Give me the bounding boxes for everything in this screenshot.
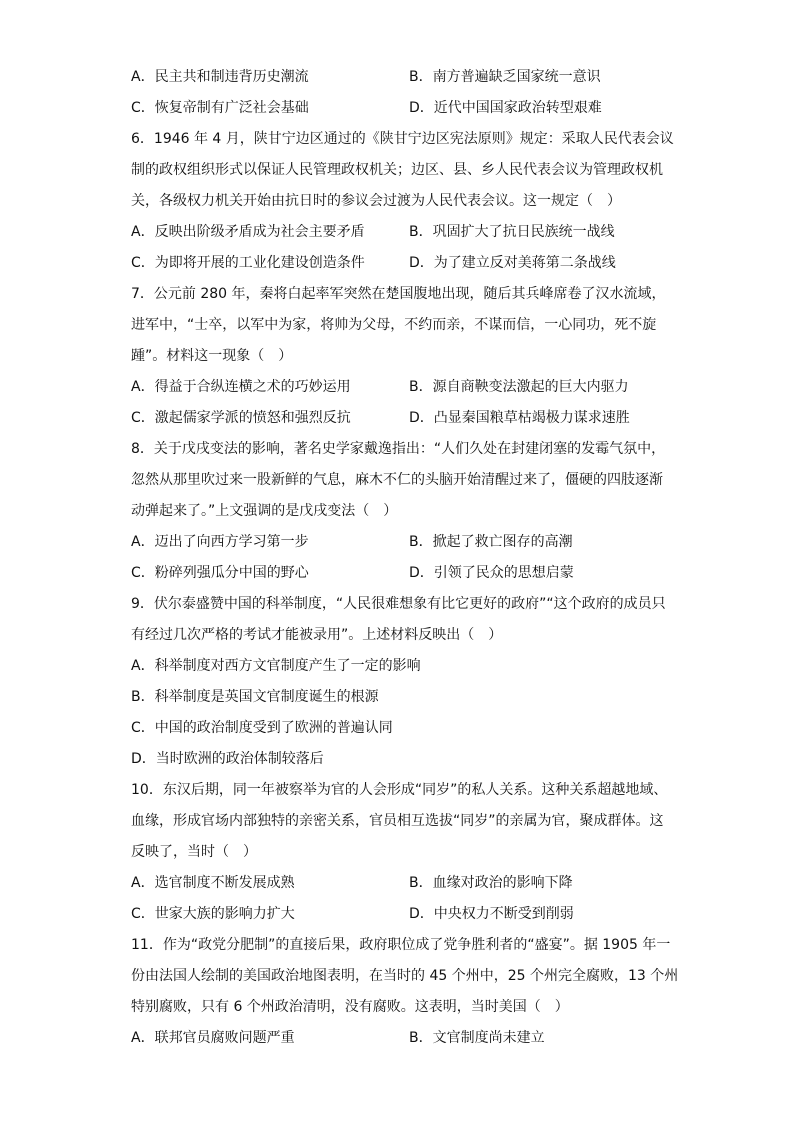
q10-option-b: B．血缘对政治的影响下降 (409, 875, 573, 891)
q9-stem-line-2: 有经过几次严格的考试才能被录用”。上述材料反映出（ ） (131, 627, 503, 643)
q10-stem-line-1: 10．东汉后期，同一年被察举为官的人会形成“同岁”的私人关系。这种关系超越地域、 (131, 782, 668, 798)
q9-option-b: B．科举制度是英国文官制度诞生的根源 (131, 689, 379, 705)
q8-option-d: D．引领了民众的思想启蒙 (409, 565, 574, 581)
exam-content (131, 62, 679, 1054)
q10-options-row-1 (131, 868, 671, 899)
q10-stem-line-3: 反映了，当时（ ） (131, 844, 257, 860)
q7-option-c: C．激起儒家学派的愤怒和强烈反抗 (131, 410, 351, 426)
q8-option-c: C．粉碎列强瓜分中国的野心 (131, 565, 309, 581)
q6-option-b: B．巩固扩大了抗日民族统一战线 (409, 224, 615, 240)
q8-options-row-1 (131, 527, 671, 558)
q11-stem-line-1: 11．作为“政党分肥制”的直接后果，政府职位成了党争胜利者的“盛宴”。据 1905 年一 (131, 937, 671, 953)
q8-stem-line-3: 动弹起来了。”上文强调的是戊戌变法（ ） (131, 503, 398, 519)
q7-stem-line-2: 进军中，“士卒，以军中为家，将帅为父母，不约而亲，不谋而信，一心同功，死不旋 (131, 317, 657, 333)
q7-option-b: B．源自商鞅变法激起的巨大内驱力 (409, 379, 629, 395)
q5-option-d: D．近代中国国家政治转型艰难 (409, 100, 602, 116)
q11-option-b: B．文官制度尚未建立 (409, 1030, 545, 1046)
q8-option-a: A．迈出了向西方学习第一步 (131, 534, 309, 550)
q8-option-b: B．掀起了救亡图存的高潮 (409, 534, 573, 550)
q6-options-row-1 (131, 217, 671, 248)
q6-stem-line-2: 制的政权组织形式以保证人民管理政权机关；边区、县、乡人民代表会议为管理政权机 (131, 162, 663, 178)
q6-stem-line-3: 关，各级权力机关开始由抗日时的参议会过渡为人民代表会议。这一规定（ ） (131, 193, 621, 209)
q9-option-a: A．科举制度对西方文官制度产生了一定的影响 (131, 658, 421, 674)
q7-option-a: A．得益于合纵连横之术的巧妙运用 (131, 379, 351, 395)
q10-stem-line-2: 血缘，形成官场内部独特的亲密关系，官员相互选拔“同岁”的亲属为官，聚成群体。这 (131, 813, 664, 829)
q7-option-d: D．凸显秦国粮草枯竭极力谋求速胜 (409, 410, 630, 426)
q11-option-a: A．联邦官员腐败问题严重 (131, 1030, 295, 1046)
q9-option-d: D．当时欧洲的政治体制较落后 (131, 751, 324, 767)
q11-stem-line-2: 份由法国人绘制的美国政治地图表明，在当时的 45 个州中，25 个州完全腐败，13 个州 (131, 968, 679, 984)
q7-options-row-2 (131, 403, 671, 434)
q5-option-c: C．恢复帝制有广泛社会基础 (131, 100, 309, 116)
q6-options-row-2 (131, 248, 671, 279)
q9-stem-line-1: 9．伏尔泰盛赞中国的科举制度，“人民很难想象有比它更好的政府”“这个政府的成员只 (131, 596, 666, 612)
q9-option-c: C．中国的政治制度受到了欧洲的普遍认同 (131, 720, 393, 736)
q6-option-a: A．反映出阶级矛盾成为社会主要矛盾 (131, 224, 365, 240)
q5-option-a: A．民主共和制违背历史潮流 (131, 69, 309, 85)
q11-stem-line-3: 特别腐败，只有 6 个州政治清明，没有腐败。这表明，当时美国（ ） (131, 999, 569, 1015)
q8-options-row-2 (131, 558, 671, 589)
q7-stem-line-1: 7．公元前 280 年，秦将白起率军突然在楚国腹地出现，随后其兵峰席卷了汉水流域， (131, 286, 666, 302)
q10-option-d: D．中央权力不断受到削弱 (409, 906, 574, 922)
q10-option-c: C．世家大族的影响力扩大 (131, 906, 295, 922)
q10-option-a: A．选官制度不断发展成熟 (131, 875, 295, 891)
q10-options-row-2 (131, 899, 671, 930)
q5-options-row-1 (131, 62, 671, 93)
q11-options-row-1 (131, 1023, 671, 1054)
q6-option-c: C．为即将开展的工业化建设创造条件 (131, 255, 365, 271)
q8-stem-line-2: 忽然从那里吹过来一股新鲜的气息，麻木不仁的头脑开始清醒过来了，僵硬的四肢逐渐 (131, 472, 663, 488)
q6-stem-line-1: 6．1946 年 4 月，陕甘宁边区通过的《陕甘宁边区宪法原则》规定：采取人民代表会议 (131, 131, 674, 147)
q7-options-row-1 (131, 372, 671, 403)
q7-stem-line-3: 踵”。材料这一现象（ ） (131, 348, 293, 364)
q5-option-b: B．南方普遍缺乏国家统一意识 (409, 69, 601, 85)
q5-options-row-2 (131, 93, 671, 124)
q6-option-d: D．为了建立反对美蒋第二条战线 (409, 255, 616, 271)
q8-stem-line-1: 8．关于戊戌变法的影响，著名史学家戴逸指出：“人们久处在封建闭塞的发霉气氛中， (131, 441, 666, 457)
